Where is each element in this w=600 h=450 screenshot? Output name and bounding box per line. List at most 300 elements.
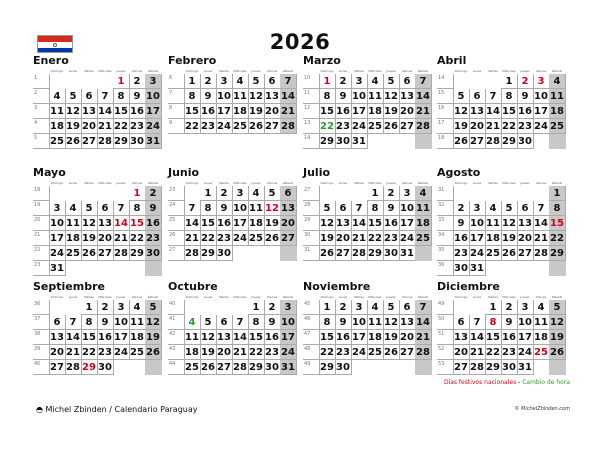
week-number: 43 xyxy=(168,345,185,360)
day-cell: 2 xyxy=(517,74,534,89)
day-cell: 28 xyxy=(351,246,368,261)
day-cell: 9 xyxy=(200,89,217,104)
day-cell: 2 xyxy=(453,201,470,216)
day-cell: 5 xyxy=(65,89,82,104)
day-cell: 4 xyxy=(485,201,502,216)
week-number: 15 xyxy=(437,89,454,104)
day-cell: 14 xyxy=(184,216,201,231)
footer-credit xyxy=(36,405,198,414)
weekday-label: Jueves xyxy=(116,69,126,73)
day-cell: 30 xyxy=(145,246,162,261)
day-cell: 22 xyxy=(367,231,384,246)
empty-cell xyxy=(232,246,249,261)
day-cell: 17 xyxy=(399,216,416,231)
day-cell: 1 xyxy=(81,300,98,315)
weekday-label: Domingo xyxy=(185,181,199,185)
week-number: 30 xyxy=(303,231,320,246)
day-cell: 2 xyxy=(383,186,400,201)
day-cell: 12 xyxy=(319,216,336,231)
day-cell: 29 xyxy=(319,134,336,149)
day-cell: 28 xyxy=(533,246,550,261)
day-cell: 22 xyxy=(113,119,130,134)
day-cell: 8 xyxy=(81,315,98,330)
weekday-label: Lunes xyxy=(68,295,78,299)
day-cell: 28 xyxy=(184,246,201,261)
day-cell: 4 xyxy=(129,300,146,315)
day-cell: 15 xyxy=(184,104,201,119)
day-cell: 10 xyxy=(280,315,297,330)
weekday-label: Sábado xyxy=(417,181,429,185)
day-cell: 21 xyxy=(415,104,432,119)
day-cell: 12 xyxy=(264,201,281,216)
weekday-label: Lunes xyxy=(68,181,78,185)
weekday-label: Miércoles xyxy=(502,69,516,73)
weekday-label: Martes xyxy=(354,181,364,185)
day-cell: 19 xyxy=(319,231,336,246)
day-cell: 30 xyxy=(335,134,352,149)
week-number: 13 xyxy=(303,119,320,134)
day-cell: 6 xyxy=(517,201,534,216)
empty-cell xyxy=(113,186,130,201)
day-cell: 7 xyxy=(469,315,486,330)
day-cell: 7 xyxy=(232,315,249,330)
empty-cell xyxy=(264,246,281,261)
day-cell: 12 xyxy=(383,315,400,330)
empty-cell xyxy=(533,134,550,149)
month-name: Noviembre xyxy=(303,280,371,293)
day-cell: 24 xyxy=(533,119,550,134)
day-cell: 9 xyxy=(501,315,518,330)
day-cell: 2 xyxy=(145,186,162,201)
weekday-label: Miércoles xyxy=(502,181,516,185)
day-cell: 9 xyxy=(97,315,114,330)
day-cell: 26 xyxy=(264,231,281,246)
legend xyxy=(444,379,570,386)
day-cell: 11 xyxy=(129,315,146,330)
weekday-label: Martes xyxy=(84,69,94,73)
empty-cell xyxy=(232,300,249,315)
day-cell: 19 xyxy=(383,330,400,345)
day-cell: 17 xyxy=(351,330,368,345)
empty-cell xyxy=(367,134,384,149)
day-cell: 24 xyxy=(351,119,368,134)
day-cell: 4 xyxy=(549,74,566,89)
weekday-label: Jueves xyxy=(116,181,126,185)
day-cell: 12 xyxy=(383,89,400,104)
day-cell: 24 xyxy=(216,119,233,134)
day-cell: 14 xyxy=(469,330,486,345)
day-cell: 24 xyxy=(49,246,66,261)
day-cell: 13 xyxy=(264,89,281,104)
empty-cell xyxy=(216,300,233,315)
week-number: 27 xyxy=(168,246,185,261)
day-cell: 8 xyxy=(319,315,336,330)
empty-cell xyxy=(97,74,114,89)
day-cell: 11 xyxy=(485,216,502,231)
day-cell: 26 xyxy=(501,246,518,261)
day-cell: 25 xyxy=(232,119,249,134)
day-cell: 19 xyxy=(453,119,470,134)
weekday-label: Miércoles xyxy=(233,69,247,73)
day-cell: 11 xyxy=(232,89,249,104)
weekday-label: Lunes xyxy=(338,181,348,185)
day-cell: 16 xyxy=(501,330,518,345)
week-number: 31 xyxy=(303,246,320,261)
day-cell: 17 xyxy=(517,330,534,345)
empty-cell xyxy=(200,300,217,315)
day-cell: 18 xyxy=(533,330,550,345)
week-number: 44 xyxy=(168,360,185,375)
week-number: 51 xyxy=(437,330,454,345)
day-cell: 1 xyxy=(129,186,146,201)
day-cell: 17 xyxy=(145,104,162,119)
day-cell: 11 xyxy=(533,315,550,330)
day-cell: 6 xyxy=(399,300,416,315)
day-cell: 10 xyxy=(351,315,368,330)
day-cell: 7 xyxy=(415,74,432,89)
day-cell: 4 xyxy=(65,201,82,216)
week-number: 31 xyxy=(437,186,454,201)
day-cell: 12 xyxy=(200,330,217,345)
day-cell: 20 xyxy=(49,345,66,360)
day-cell: 6 xyxy=(216,315,233,330)
week-number: 7 xyxy=(168,89,185,104)
weekday-label: Jueves xyxy=(386,69,396,73)
day-cell: 16 xyxy=(453,231,470,246)
day-cell: 4 xyxy=(49,89,66,104)
day-cell: 20 xyxy=(335,231,352,246)
weekday-label: Martes xyxy=(84,295,94,299)
day-cell: 11 xyxy=(367,315,384,330)
day-cell: 16 xyxy=(264,330,281,345)
day-cell: 17 xyxy=(113,330,130,345)
empty-cell xyxy=(49,300,66,315)
week-number: 32 xyxy=(437,201,454,216)
empty-cell xyxy=(184,186,201,201)
empty-cell xyxy=(49,74,66,89)
day-cell: 9 xyxy=(264,315,281,330)
weekday-label: Sábado xyxy=(551,181,563,185)
weekday-label: Sábado xyxy=(551,69,563,73)
week-number: 33 xyxy=(437,216,454,231)
empty-cell xyxy=(280,246,297,261)
weekday-label: Martes xyxy=(84,181,94,185)
empty-cell xyxy=(97,186,114,201)
day-cell: 21 xyxy=(232,345,249,360)
day-cell: 13 xyxy=(280,201,297,216)
month-name: Diciembre xyxy=(437,280,500,293)
day-cell: 8 xyxy=(485,315,502,330)
weekday-label: Jueves xyxy=(251,181,261,185)
weekday-label: Viernes xyxy=(266,69,278,73)
week-number: 4 xyxy=(33,119,50,134)
week-number: 11 xyxy=(303,89,320,104)
day-cell: 21 xyxy=(415,330,432,345)
day-cell: 1 xyxy=(200,186,217,201)
day-cell: 26 xyxy=(319,246,336,261)
day-cell: 1 xyxy=(549,186,566,201)
day-cell: 29 xyxy=(248,360,265,375)
day-cell: 7 xyxy=(280,74,297,89)
day-cell: 17 xyxy=(469,231,486,246)
day-cell: 1 xyxy=(319,74,336,89)
day-cell: 15 xyxy=(485,330,502,345)
weekday-label: Domingo xyxy=(50,181,64,185)
day-cell: 22 xyxy=(319,119,336,134)
day-cell: 18 xyxy=(49,119,66,134)
empty-cell xyxy=(351,360,368,375)
day-cell: 23 xyxy=(501,345,518,360)
day-cell: 22 xyxy=(319,345,336,360)
day-cell: 21 xyxy=(113,231,130,246)
week-number: 34 xyxy=(437,231,454,246)
day-cell: 4 xyxy=(533,300,550,315)
day-cell: 12 xyxy=(81,216,98,231)
day-cell: 6 xyxy=(97,201,114,216)
weekday-label: Lunes xyxy=(68,69,78,73)
week-number: 23 xyxy=(168,186,185,201)
week-number: 8 xyxy=(168,104,185,119)
week-number: 49 xyxy=(437,300,454,315)
day-cell: 29 xyxy=(501,134,518,149)
weekday-label: Lunes xyxy=(203,69,213,73)
weekday-label: Lunes xyxy=(203,181,213,185)
day-cell: 23 xyxy=(97,345,114,360)
day-cell: 15 xyxy=(81,330,98,345)
day-cell: 22 xyxy=(501,119,518,134)
weekday-label: Jueves xyxy=(386,181,396,185)
day-cell: 13 xyxy=(49,330,66,345)
day-cell: 2 xyxy=(216,186,233,201)
day-cell: 2 xyxy=(501,300,518,315)
day-cell: 10 xyxy=(113,315,130,330)
day-cell: 10 xyxy=(399,201,416,216)
day-cell: 3 xyxy=(533,74,550,89)
day-cell: 19 xyxy=(248,104,265,119)
day-cell: 30 xyxy=(129,134,146,149)
day-cell: 18 xyxy=(232,104,249,119)
day-cell: 24 xyxy=(113,345,130,360)
weekday-label: Viernes xyxy=(535,181,547,185)
day-cell: 28 xyxy=(280,119,297,134)
week-number: 28 xyxy=(303,201,320,216)
month-name: Septiembre xyxy=(33,280,105,293)
weekday-label: Sábado xyxy=(147,69,159,73)
weekday-label: Viernes xyxy=(401,181,413,185)
weekday-label: Viernes xyxy=(131,295,143,299)
weekday-label: Viernes xyxy=(401,295,413,299)
day-cell: 14 xyxy=(415,89,432,104)
weekday-label: Lunes xyxy=(472,181,482,185)
day-cell: 23 xyxy=(383,231,400,246)
day-cell: 29 xyxy=(129,246,146,261)
empty-cell xyxy=(399,134,416,149)
day-cell: 19 xyxy=(200,345,217,360)
week-number: 40 xyxy=(168,300,185,315)
day-cell: 24 xyxy=(351,345,368,360)
day-cell: 27 xyxy=(216,360,233,375)
day-cell: 7 xyxy=(97,89,114,104)
day-cell: 15 xyxy=(319,330,336,345)
day-cell: 6 xyxy=(453,315,470,330)
day-cell: 20 xyxy=(264,104,281,119)
day-cell: 15 xyxy=(549,216,566,231)
day-cell: 27 xyxy=(399,345,416,360)
empty-cell xyxy=(501,261,518,276)
weekday-label: Jueves xyxy=(520,295,530,299)
day-cell: 18 xyxy=(549,104,566,119)
day-cell: 11 xyxy=(415,201,432,216)
day-cell: 26 xyxy=(453,134,470,149)
empty-cell xyxy=(453,186,470,201)
day-cell: 10 xyxy=(216,89,233,104)
empty-cell xyxy=(145,360,162,375)
empty-cell xyxy=(469,74,486,89)
weekday-label: Martes xyxy=(488,69,498,73)
week-number: 6 xyxy=(168,74,185,89)
weekday-label: Domingo xyxy=(320,69,334,73)
day-cell: 3 xyxy=(49,201,66,216)
day-cell: 7 xyxy=(415,300,432,315)
week-number: 49 xyxy=(303,360,320,375)
day-cell: 18 xyxy=(415,216,432,231)
day-cell: 1 xyxy=(248,300,265,315)
week-number: 23 xyxy=(33,261,50,276)
day-cell: 7 xyxy=(184,201,201,216)
day-cell: 21 xyxy=(351,231,368,246)
week-number: 26 xyxy=(168,231,185,246)
day-cell: 3 xyxy=(351,74,368,89)
empty-cell xyxy=(81,186,98,201)
day-cell: 17 xyxy=(280,330,297,345)
weekday-label: Domingo xyxy=(454,69,468,73)
day-cell: 5 xyxy=(319,201,336,216)
weekday-label: Jueves xyxy=(251,69,261,73)
day-cell: 16 xyxy=(216,216,233,231)
day-cell: 24 xyxy=(232,231,249,246)
day-cell: 25 xyxy=(485,246,502,261)
day-cell: 13 xyxy=(81,104,98,119)
day-cell: 28 xyxy=(232,360,249,375)
day-cell: 3 xyxy=(145,74,162,89)
week-number: 40 xyxy=(33,360,50,375)
week-number: 12 xyxy=(303,104,320,119)
day-cell: 29 xyxy=(113,134,130,149)
day-cell: 16 xyxy=(383,216,400,231)
day-cell: 30 xyxy=(97,360,114,375)
day-cell: 14 xyxy=(232,330,249,345)
day-cell: 16 xyxy=(97,330,114,345)
day-cell: 12 xyxy=(453,104,470,119)
legend-holidays: Días festivos nacionales xyxy=(443,379,517,386)
week-number: 38 xyxy=(33,330,50,345)
month-name: Agosto xyxy=(437,166,481,179)
day-cell: 14 xyxy=(533,216,550,231)
day-cell: 13 xyxy=(335,216,352,231)
empty-cell xyxy=(65,261,82,276)
day-cell: 30 xyxy=(383,246,400,261)
weekday-label: Miércoles xyxy=(502,295,516,299)
day-cell: 22 xyxy=(200,231,217,246)
day-cell: 27 xyxy=(453,360,470,375)
day-cell: 23 xyxy=(264,345,281,360)
empty-cell xyxy=(97,261,114,276)
week-number: 18 xyxy=(437,134,454,149)
day-cell: 20 xyxy=(517,231,534,246)
empty-cell xyxy=(549,261,566,276)
day-cell: 17 xyxy=(351,104,368,119)
empty-cell xyxy=(485,186,502,201)
day-cell: 5 xyxy=(501,201,518,216)
day-cell: 10 xyxy=(517,315,534,330)
week-number: 52 xyxy=(437,345,454,360)
empty-cell xyxy=(184,300,201,315)
day-cell: 21 xyxy=(469,345,486,360)
weekday-label: Viernes xyxy=(401,69,413,73)
day-cell: 31 xyxy=(469,261,486,276)
weekday-label: Domingo xyxy=(185,69,199,73)
weekday-label: Martes xyxy=(219,181,229,185)
empty-cell xyxy=(469,186,486,201)
empty-cell xyxy=(383,360,400,375)
month-name: Marzo xyxy=(303,54,341,67)
day-cell: 25 xyxy=(367,119,384,134)
day-cell: 22 xyxy=(485,345,502,360)
empty-cell xyxy=(415,246,432,261)
day-cell: 28 xyxy=(113,246,130,261)
day-cell: 11 xyxy=(49,104,66,119)
day-cell: 9 xyxy=(145,201,162,216)
day-cell: 18 xyxy=(367,330,384,345)
day-cell: 7 xyxy=(485,89,502,104)
day-cell: 25 xyxy=(367,345,384,360)
day-cell: 22 xyxy=(248,345,265,360)
weekday-label: Lunes xyxy=(472,295,482,299)
empty-cell xyxy=(129,360,146,375)
day-cell: 6 xyxy=(469,89,486,104)
empty-cell xyxy=(399,360,416,375)
day-cell: 29 xyxy=(319,360,336,375)
day-cell: 8 xyxy=(501,89,518,104)
weekday-label: Sábado xyxy=(417,295,429,299)
weekday-label: Jueves xyxy=(520,69,530,73)
empty-cell xyxy=(549,134,566,149)
day-cell: 4 xyxy=(367,300,384,315)
day-cell: 11 xyxy=(65,216,82,231)
empty-cell xyxy=(248,246,265,261)
day-cell: 15 xyxy=(501,104,518,119)
day-cell: 27 xyxy=(49,360,66,375)
day-cell: 8 xyxy=(113,89,130,104)
day-cell: 27 xyxy=(97,246,114,261)
day-cell: 13 xyxy=(453,330,470,345)
day-cell: 27 xyxy=(81,134,98,149)
week-number: 42 xyxy=(168,330,185,345)
day-cell: 8 xyxy=(184,89,201,104)
month-name: Abril xyxy=(437,54,467,67)
legend-separator: - xyxy=(516,379,523,386)
day-cell: 5 xyxy=(81,201,98,216)
empty-cell xyxy=(415,134,432,149)
day-cell: 5 xyxy=(383,74,400,89)
day-cell: 24 xyxy=(145,119,162,134)
day-cell: 1 xyxy=(485,300,502,315)
weekday-label: Miércoles xyxy=(368,295,382,299)
day-cell: 13 xyxy=(399,315,416,330)
week-number: 10 xyxy=(303,74,320,89)
day-cell: 19 xyxy=(145,330,162,345)
weekday-label: Sábado xyxy=(551,295,563,299)
